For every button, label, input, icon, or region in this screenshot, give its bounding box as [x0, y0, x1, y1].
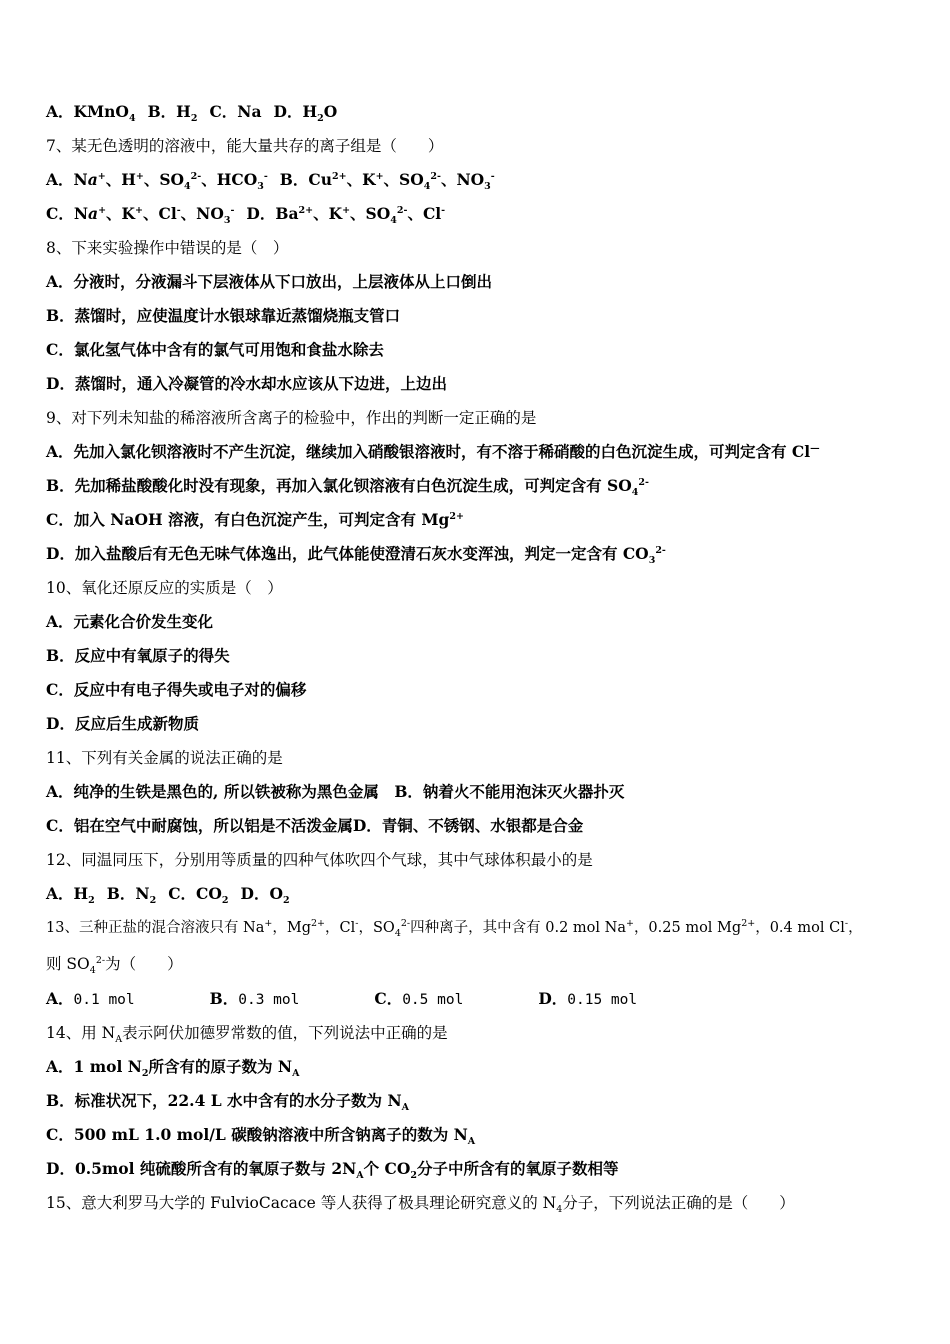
q10-option-a: A．元素化合价发生变化: [46, 612, 214, 631]
q12-stem: 12、同温同压下，分别用等质量的四种气体吹四个气球，其中气球体积最小的是: [46, 851, 593, 869]
q15-stem: 15、意大利罗马大学的 FulvioCacace 等人获得了极具理论研究意义的 $N_4$分子，下列说法正确的是（ ）: [46, 1194, 795, 1216]
q14-option-b: B．标准状况下，22.4 L 水中含有的水分子数为 $N_A$: [46, 1091, 409, 1114]
q8-option-a: A．分液时，分液漏斗下层液体从下口放出，上层液体从上口倒出: [46, 272, 493, 291]
q13-stem-cont: 则 $SO_4^{2-}$为（ ）: [46, 954, 183, 977]
q6-options: A．KMnO$_4$ B．$H_2$ C．Na D．$H_2O$: [46, 102, 338, 125]
q13-stem: 13、三种正盐的混合溶液只有 Na+，$Mg^{2+}$，Cl-，$SO_4^{2-}$四种离子，其中含有 0.2 mol Na+，0.25 mol $Mg^{2+}$，0.4 mol Cl-，: [46, 918, 863, 939]
q9-option-a: A．先加入氯化钡溶液时不产生沉淀，继续加入硝酸银溶液时，有不溶于稀硝酸的白色沉淀生成，可判定含有 Cl—: [46, 442, 820, 461]
q8-stem: 8、下来实验操作中错误的是（ ）: [46, 239, 289, 257]
q9-option-c: C．加入 NaOH 溶液，有白色沉淀产生，可判定含有 $Mg^{2+}$: [46, 510, 464, 529]
q11-options-ab: A．纯净的生铁是黑色的, 所以铁被称为黑色金属 B．钠着火不能用泡沫灭火器扑灭: [46, 782, 625, 801]
q11-options-cd: C．铝在空气中耐腐蚀，所以铝是不活泼金属D．青铜、不锈钢、水银都是合金: [46, 816, 584, 835]
q10-option-d: D．反应后生成新物质: [46, 714, 199, 733]
q14-option-c: C．500 mL 1.0 mol/L 碳酸钠溶液中所含钠离子的数为 $N_A$: [46, 1125, 476, 1148]
q9-option-b: B．先加稀盐酸酸化时没有现象，再加入氯化钡溶液有白色沉淀生成，可判定含有 $SO_4^{2-}$: [46, 476, 649, 499]
q7-stem: 7、某无色透明的溶液中，能大量共存的离子组是（ ）: [46, 137, 444, 155]
q12-options: A．$H_2$ B．$N_2$ C．$CO_2$ D．$O_2$: [46, 884, 290, 907]
q10-option-b: B．反应中有氧原子的得失: [46, 646, 230, 665]
q14-option-a: A．1 mol $N_2$所含有的原子数为 $N_A$: [46, 1057, 300, 1080]
q8-option-c: C．氯化氢气体中含有的氯气可用饱和食盐水除去: [46, 340, 384, 359]
q8-option-d: D．蒸馏时，通入冷凝管的冷水却水应该从下边进，上边出: [46, 374, 447, 393]
q10-option-c: C．反应中有电子得失或电子对的偏移: [46, 680, 307, 699]
q9-stem: 9、对下列未知盐的稀溶液所含离子的检验中，作出的判断一定正确的是: [46, 409, 537, 427]
q10-stem: 10、氧化还原反应的实质是（ ）: [46, 579, 283, 597]
q8-option-b: B．蒸馏时，应使温度计水银球靠近蒸馏烧瓶支管口: [46, 306, 401, 325]
q9-option-d: D．加入盐酸后有无色无味气体逸出，此气体能使澄清石灰水变浑浊，判定一定含有 $CO_3^{2-}$: [46, 544, 666, 567]
q7-options-ab: A．Na+、H+、$SO_4^{2-}$、$HCO_3^-$ B．$Cu^{2+}$、K+、$SO_4^{2-}$、$NO_3^-$: [46, 170, 495, 193]
q11-stem: 11、下列有关金属的说法正确的是: [46, 749, 283, 767]
q13-options: A．0.1 mol B．0.3 mol C．0.5 mol D．0.15 mol: [46, 989, 638, 1008]
q7-options-cd: C．Na+、K+、Cl-、$NO_3^-$ D．$Ba^{2+}$、K+、$SO_4^{2-}$、Cl-: [46, 204, 446, 227]
q14-option-d: D．0.5mol 纯硫酸所含有的氧原子数与 $2N_A$个 $CO_2$分子中所含有的氧原子数相等: [46, 1159, 619, 1182]
q14-stem: 14、用 $N_A$表示阿伏加德罗常数的值，下列说法中正确的是: [46, 1024, 448, 1046]
